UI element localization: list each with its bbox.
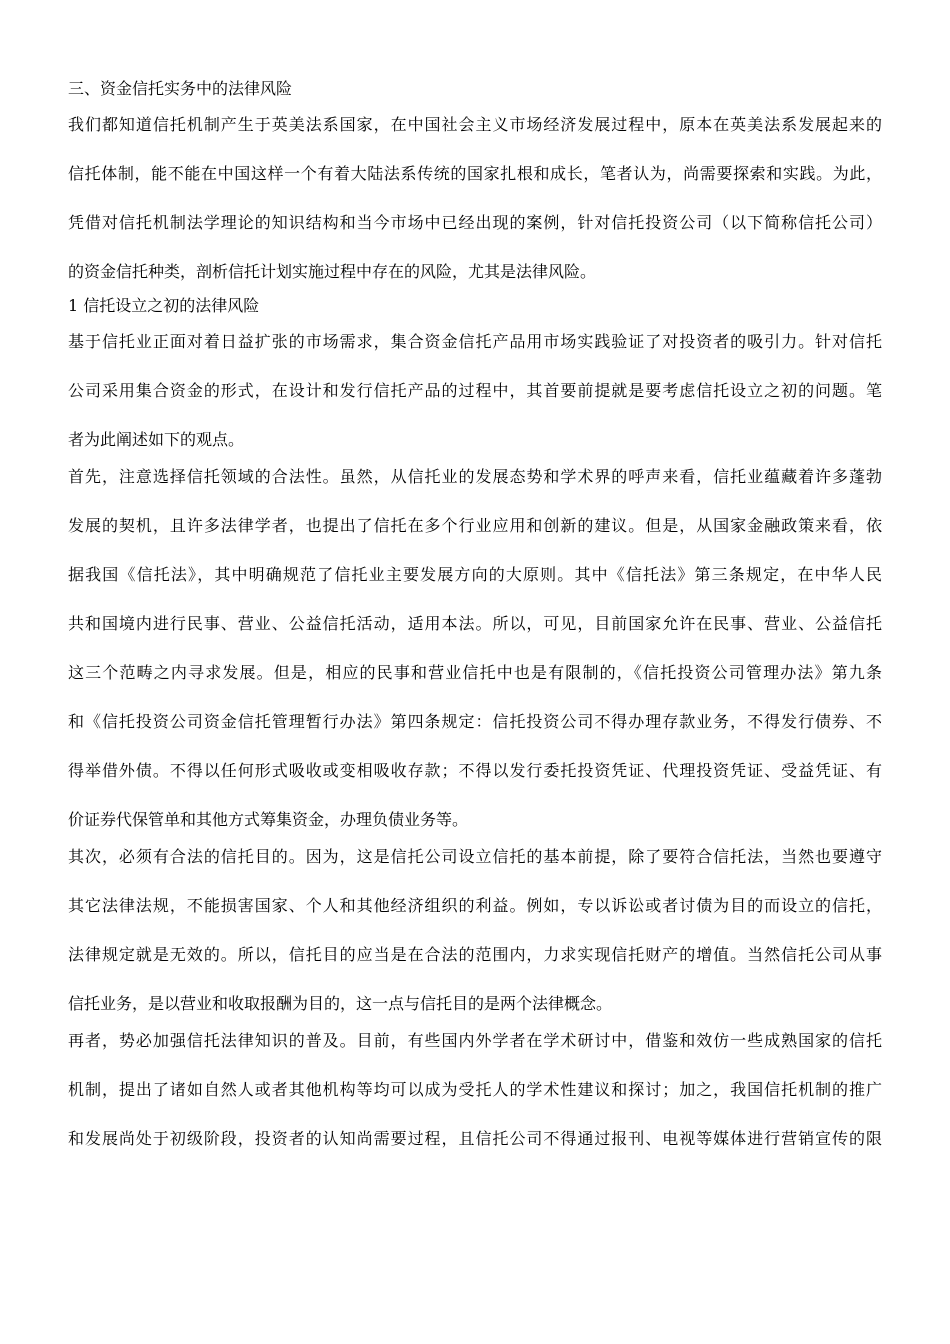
paragraph-purpose <box>68 832 882 1028</box>
paragraph-education <box>68 1016 882 1163</box>
document-page <box>68 72 882 1163</box>
text-line: 凭借对信托机制法学理论的知识结构和当今市场中已经出现的案例，针对信托投资公司（以下简称信托公司） <box>68 213 882 232</box>
text-line: 价证券代保管单和其他方式筹集资金，办理负债业务等。 <box>68 810 469 829</box>
text-line: 者为此阐述如下的观点。 <box>68 430 245 449</box>
text-line: 再者，势必加强信托法律知识的普及。目前，有些国内外学者在学术研讨中，借鉴和效仿一些成熟国家的信托 <box>68 1031 882 1050</box>
section-title: 三、资金信托实务中的法律风险 <box>68 79 293 98</box>
text-line: 得举借外债。不得以任何形式吸收或变相吸收存款；不得以发行委托投资凭证、代理投资凭证、受益凭证、有 <box>68 761 882 780</box>
subsection-title: 1 信托设立之初的法律风险 <box>68 296 260 315</box>
text-line: 首先，注意选择信托领域的合法性。虽然，从信托业的发展态势和学术界的呼声来看，信托业蕴藏着许多蓬勃 <box>68 467 882 486</box>
text-line: 机制，提出了诸如自然人或者其他机构等均可以成为受托人的学术性建议和探讨；加之，我国信托机制的推广 <box>68 1080 882 1099</box>
paragraph-demand <box>68 317 882 464</box>
paragraph-legality <box>68 452 882 844</box>
text-line: 基于信托业正面对着日益扩张的市场需求，集合资金信托产品用市场实践验证了对投资者的吸引力。针对信托 <box>68 332 882 351</box>
text-line: 共和国境内进行民事、营业、公益信托活动，适用本法。所以，可见，目前国家允许在民事、营业、公益信托 <box>68 614 882 633</box>
text-line: 法律规定就是无效的。所以，信托目的应当是在合法的范围内，力求实现信托财产的增值。当然信托公司从事 <box>68 945 882 964</box>
text-line: 信托业务，是以营业和收取报酬为目的，这一点与信托目的是两个法律概念。 <box>68 994 613 1013</box>
intro-paragraph <box>68 100 882 296</box>
text-line: 我们都知道信托机制产生于英美法系国家，在中国社会主义市场经济发展过程中，原本在英美法系发展起来的 <box>68 115 882 134</box>
text-line: 信托体制，能不能在中国这样一个有着大陆法系传统的国家扎根和成长，笔者认为，尚需要探索和实践。为此， <box>68 164 882 183</box>
text-line: 发展的契机，且许多法律学者，也提出了信托在多个行业应用和创新的建议。但是，从国家金融政策来看，依 <box>68 516 882 535</box>
text-line: 据我国《信托法》，其中明确规范了信托业主要发展方向的大原则。其中《信托法》第三条规定，在中华人民 <box>68 565 882 584</box>
text-line: 其次，必须有合法的信托目的。因为，这是信托公司设立信托的基本前提，除了要符合信托法，当然也要遵守 <box>68 847 882 866</box>
text-line: 和《信托投资公司资金信托管理暂行办法》第四条规定：信托投资公司不得办理存款业务，不得发行债券、不 <box>68 712 882 731</box>
text-line: 和发展尚处于初级阶段，投资者的认知尚需要过程，且信托公司不得通过报刊、电视等媒体进行营销宣传的限 <box>68 1129 882 1148</box>
text-line: 公司采用集合资金的形式，在设计和发行信托产品的过程中，其首要前提就是要考虑信托设立之初的问题。笔 <box>68 381 882 400</box>
text-line: 的资金信托种类，剖析信托计划实施过程中存在的风险，尤其是法律风险。 <box>68 262 597 281</box>
text-line: 这三个范畴之内寻求发展。但是，相应的民事和营业信托中也是有限制的，《信托投资公司管理办法》第九条 <box>68 663 882 682</box>
text-line: 其它法律法规，不能损害国家、个人和其他经济组织的利益。例如，专以诉讼或者讨债为目的而设立的信托， <box>68 896 882 915</box>
